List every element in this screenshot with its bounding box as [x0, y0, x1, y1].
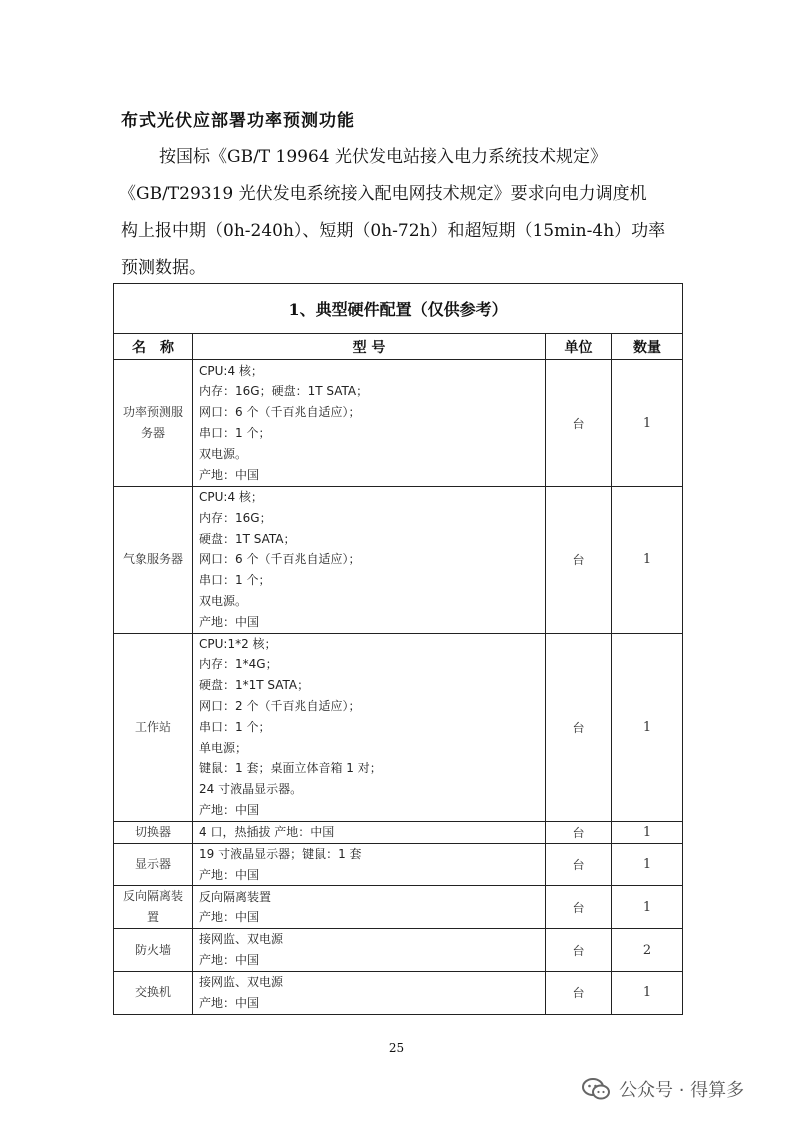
spec-line: 19 寸液晶显示器；键鼠：1 套: [199, 846, 362, 861]
item-quantity-cell: 1: [612, 843, 683, 886]
spec-line: 串口：1 个；: [199, 573, 271, 588]
spec-line: 双电源。: [199, 593, 248, 608]
paragraph-line: 预测数据。: [121, 258, 206, 278]
spec-line: 内存：1*4G；: [199, 657, 278, 672]
watermark-text: 公众号 · 得算多: [619, 1080, 745, 1101]
table-header-row: [114, 334, 683, 360]
item-unit-cell: 台: [546, 821, 612, 843]
spec-line: 产地：中国: [199, 995, 260, 1010]
item-spec-cell: [193, 360, 546, 487]
paragraph-line: 《GB/T29319 光伏发电系统接入配电网技术规定》要求向电力调度机: [119, 184, 647, 204]
item-unit-cell: 台: [546, 633, 612, 821]
item-spec-cell: [193, 633, 546, 821]
spec-line: CPU:1*2 核；: [199, 636, 277, 651]
page-number: 25: [388, 1041, 405, 1055]
spec-line: 串口：1 个；: [199, 719, 271, 734]
paragraph-line: 按国标《GB/T 19964 光伏发电站接入电力系统技术规定》: [159, 147, 608, 167]
table-row: [114, 633, 683, 821]
table-row: [114, 821, 683, 843]
item-quantity-cell: 1: [612, 886, 683, 929]
item-unit-cell: 台: [546, 360, 612, 487]
item-spec-cell: [193, 487, 546, 634]
spec-line: 硬盘：1T SATA；: [199, 531, 296, 546]
item-name-cell: 交换机: [114, 971, 193, 1014]
item-quantity-cell: 2: [612, 929, 683, 972]
spec-line: 接网监、双电源: [199, 974, 284, 989]
table-row: [114, 843, 683, 886]
spec-line: 产地：中国: [199, 953, 260, 968]
item-unit-cell: 台: [546, 487, 612, 634]
spec-line: CPU:4 核；: [199, 363, 263, 378]
spec-line: 单电源；: [199, 740, 248, 755]
hardware-config-table: [113, 283, 683, 1015]
table-row: [114, 886, 683, 929]
table-caption: 1、典型硬件配置（仅供参考）: [114, 284, 683, 334]
item-spec-cell: [193, 929, 546, 972]
spec-line: 网口：6 个（千百兆自适应）；: [199, 405, 361, 420]
spec-line: 产地：中国: [199, 467, 260, 482]
item-unit-cell: 台: [546, 929, 612, 972]
item-name-cell: 气象服务器: [114, 487, 193, 634]
body-paragraph: [121, 139, 681, 287]
spec-line: 键鼠：1 套；桌面立体音箱 1 对；: [199, 761, 382, 776]
spec-line: 网口：6 个（千百兆自适应）；: [199, 552, 361, 567]
item-spec-cell: [193, 843, 546, 886]
spec-line: 反向隔离装置: [199, 889, 272, 904]
spec-line: 内存：16G；硬盘：1T SATA；: [199, 384, 369, 399]
item-unit-cell: 台: [546, 843, 612, 886]
item-unit-cell: 台: [546, 886, 612, 929]
wechat-icon: [581, 1077, 611, 1101]
item-quantity-cell: 1: [612, 487, 683, 634]
header-unit: 单位: [546, 334, 612, 360]
watermark: [581, 1075, 744, 1103]
spec-line: 4 口，热插拔 产地：中国: [199, 824, 335, 839]
table-row: [114, 929, 683, 972]
item-unit-cell: 台: [546, 971, 612, 1014]
item-quantity-cell: 1: [612, 633, 683, 821]
item-name-cell: 反向隔离装置: [114, 886, 193, 929]
item-quantity-cell: 1: [612, 360, 683, 487]
spec-line: 串口：1 个；: [199, 426, 271, 440]
spec-line: 双电源。: [199, 446, 248, 461]
item-spec-cell: [193, 971, 546, 1014]
item-quantity-cell: 1: [612, 971, 683, 1014]
item-name-cell: 工作站: [114, 633, 193, 821]
table-row: [114, 360, 683, 487]
item-spec-cell: [193, 821, 546, 843]
table-row: [114, 971, 683, 1014]
item-name-cell: 切换器: [114, 821, 193, 843]
spec-line: 内存：16G；: [199, 510, 272, 525]
spec-line: 接网监、双电源: [199, 932, 284, 947]
spec-line: 产地：中国: [199, 910, 260, 925]
header-quantity: 数量: [612, 334, 683, 360]
spec-line: 产地：中国: [199, 614, 260, 629]
spec-line: 产地：中国: [199, 867, 260, 882]
table-row: [114, 487, 683, 634]
paragraph-line: 构上报中期（0h-240h）、短期（0h-72h）和超短期（15min-4h）功率: [121, 221, 666, 241]
item-name-cell: 防火墙: [114, 929, 193, 972]
item-spec-cell: [193, 886, 546, 929]
spec-line: 24 寸液晶显示器。: [199, 782, 303, 797]
item-quantity-cell: 1: [612, 821, 683, 843]
header-name: 名 称: [114, 334, 193, 360]
item-name-cell: 功率预测服务器: [114, 360, 193, 487]
section-heading: 布式光伏应部署功率预测功能: [121, 111, 355, 131]
spec-line: CPU:4 核；: [199, 490, 263, 504]
header-model: 型 号: [193, 334, 546, 360]
item-name-cell: 显示器: [114, 843, 193, 886]
spec-line: 产地：中国: [199, 802, 260, 817]
spec-line: 网口：2 个（千百兆自适应）；: [199, 698, 361, 713]
spec-line: 硬盘：1*1T SATA；: [199, 678, 310, 693]
